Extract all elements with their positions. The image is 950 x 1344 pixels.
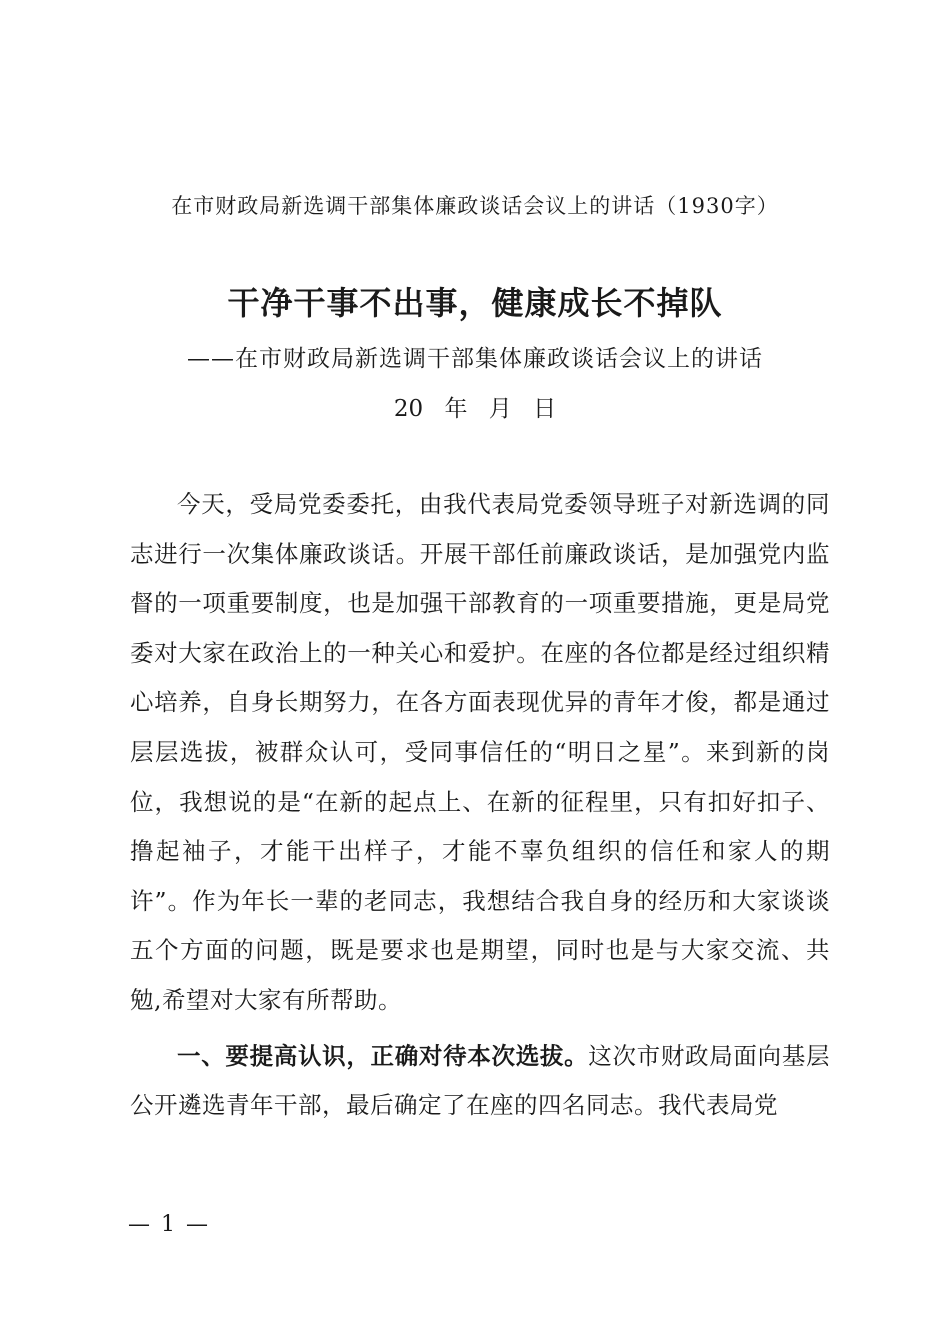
document-header: 在市财政局新选调干部集体廉政谈话会议上的讲话（1930字） <box>171 194 779 218</box>
main-title: 干净干事不出事，健康成长不掉队 <box>227 284 723 322</box>
date-line: 20 年 月 日 <box>393 396 557 422</box>
paragraph-intro: 今天，受局党委委托，由我代表局党委领导班子对新选调的同志进行一次集体廉政谈话。开展干部任前廉政谈话，是加强党内监督的一项重要制度，也是加强干部教育的一项重要措施，更是局党委对大家在政治上的一种关心和爱护。在座的各位都是经过组织精心培养，自身长期努力，在各方面表现优异的青年才俊，都是通过层层选拔，被群众认可，受同事信任的“明日之星”。来到新的岗位，我想说的是“在新的起点上、在新的征程里，只有扣好扣子、撸起袖子，才能干出样子，才能不辜负组织的信任和家人的期许”。作为年长一辈的老同志，我想结合我自身的经历和大家谈谈五个方面的问题，既是要求也是期望，同时也是与大家交流、共勉,希望对大家有所帮助。 <box>130 490 830 1014</box>
section-heading: 一、要提高认识，正确对待本次选拔。 <box>177 1041 589 1070</box>
subtitle: ——在市财政局新选调干部集体廉政谈话会议上的讲话 <box>187 346 763 372</box>
paragraph-section-1 <box>130 1032 830 1131</box>
body-text <box>130 480 830 1131</box>
page-number: — 1 — <box>128 1212 210 1237</box>
section-text: 这次市财政局面向基层公开遴选青年干部，最后确定了在座的四名同志。我代表局党 <box>130 1041 831 1120</box>
